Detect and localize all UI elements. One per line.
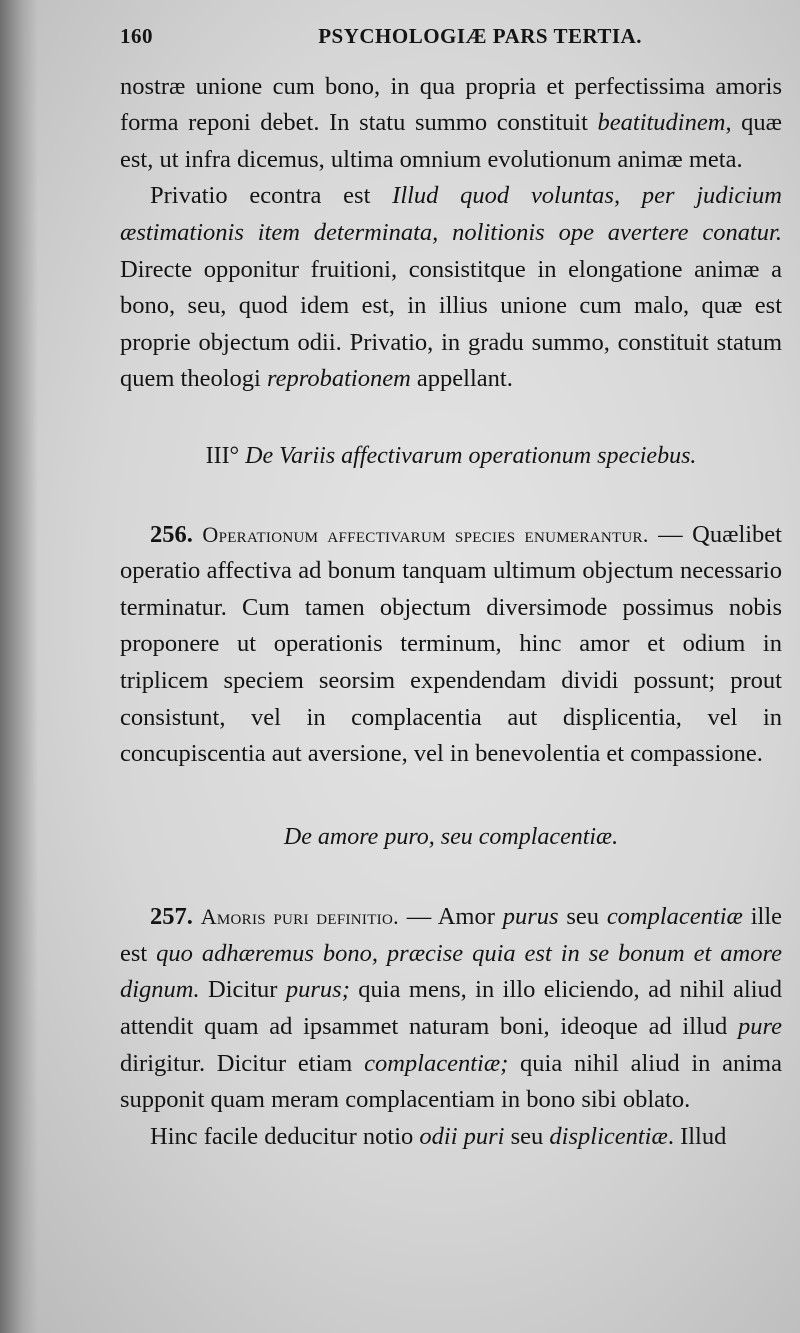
page-number: 160 xyxy=(120,24,153,48)
article-heading: Operationum affectivarum species enumerantur. xyxy=(202,521,649,547)
page-text xyxy=(120,18,782,1155)
section-title: De Variis affectivarum operationum speciebus. xyxy=(245,442,697,469)
section-heading xyxy=(120,438,782,475)
paragraph-hinc: Hinc facile deducitur notio odii puri seu displicentiæ. Illud xyxy=(150,1122,727,1150)
article-number: 257. xyxy=(150,903,193,931)
article-number: 256. xyxy=(150,520,193,548)
running-header xyxy=(120,18,782,55)
article-256: 256. Operationum affectivarum species enumerantur. — Quælibet operatio affectiva ad bonum tanquam ultimum objectum necessario terminatur. Cum tamen objectum diversimode possimus nobis proponere ut operationis terminum, hinc amor et odium in triplicem speciem seorsim expendendam dividi possunt; prout consistunt, vel in complacentia aut displicentia, vel in concupiscentia aut aversione, vel in benevolentia et compassione. xyxy=(120,520,782,768)
paragraph-continuation: nostræ unione cum bono, in qua propria et perfectissima amoris forma reponi debet. In statu summo constituit beatitudinem, quæ est, ut infra dicemus, ultima omnium evolutionum animæ meta. xyxy=(120,72,783,173)
section-roman: III° xyxy=(205,442,240,469)
article-heading: Amoris puri definitio. xyxy=(200,904,399,930)
article-257: 257. Amoris puri definitio. — Amor purus seu complacentiæ ille est quo adhæremus bono, præcise quia est in se bonum et amore dignum. Dicitur purus; quia mens, in illo eliciendo, ad nihil aliud attendit quam ad ipsammet naturam boni, ideoque ad illud pure dirigitur. Dicitur etiam complacentiæ; quia nihil aliud in anima supponit quam meram complacentiam in bono sibi oblato. xyxy=(120,903,783,1114)
running-title: PSYCHOLOGIÆ PARS TERTIA. xyxy=(318,24,642,48)
page-gutter-shadow xyxy=(0,0,38,1333)
subheading-amore-puro: De amore puro, seu complacentiæ. xyxy=(283,823,619,850)
paragraph-privatio: Privatio econtra est Illud quod voluntas, per judicium æstimationis item determinata, nolitionis ope avertere conatur. Directe opponitur fruitioni, consistitque in elongatione animæ a bono, seu, quod idem est, in illius unione cum malo, quæ est proprie objectum odii. Privatio, in gradu summo, constituit statum quem theologi reprobationem appellant. xyxy=(120,182,782,393)
